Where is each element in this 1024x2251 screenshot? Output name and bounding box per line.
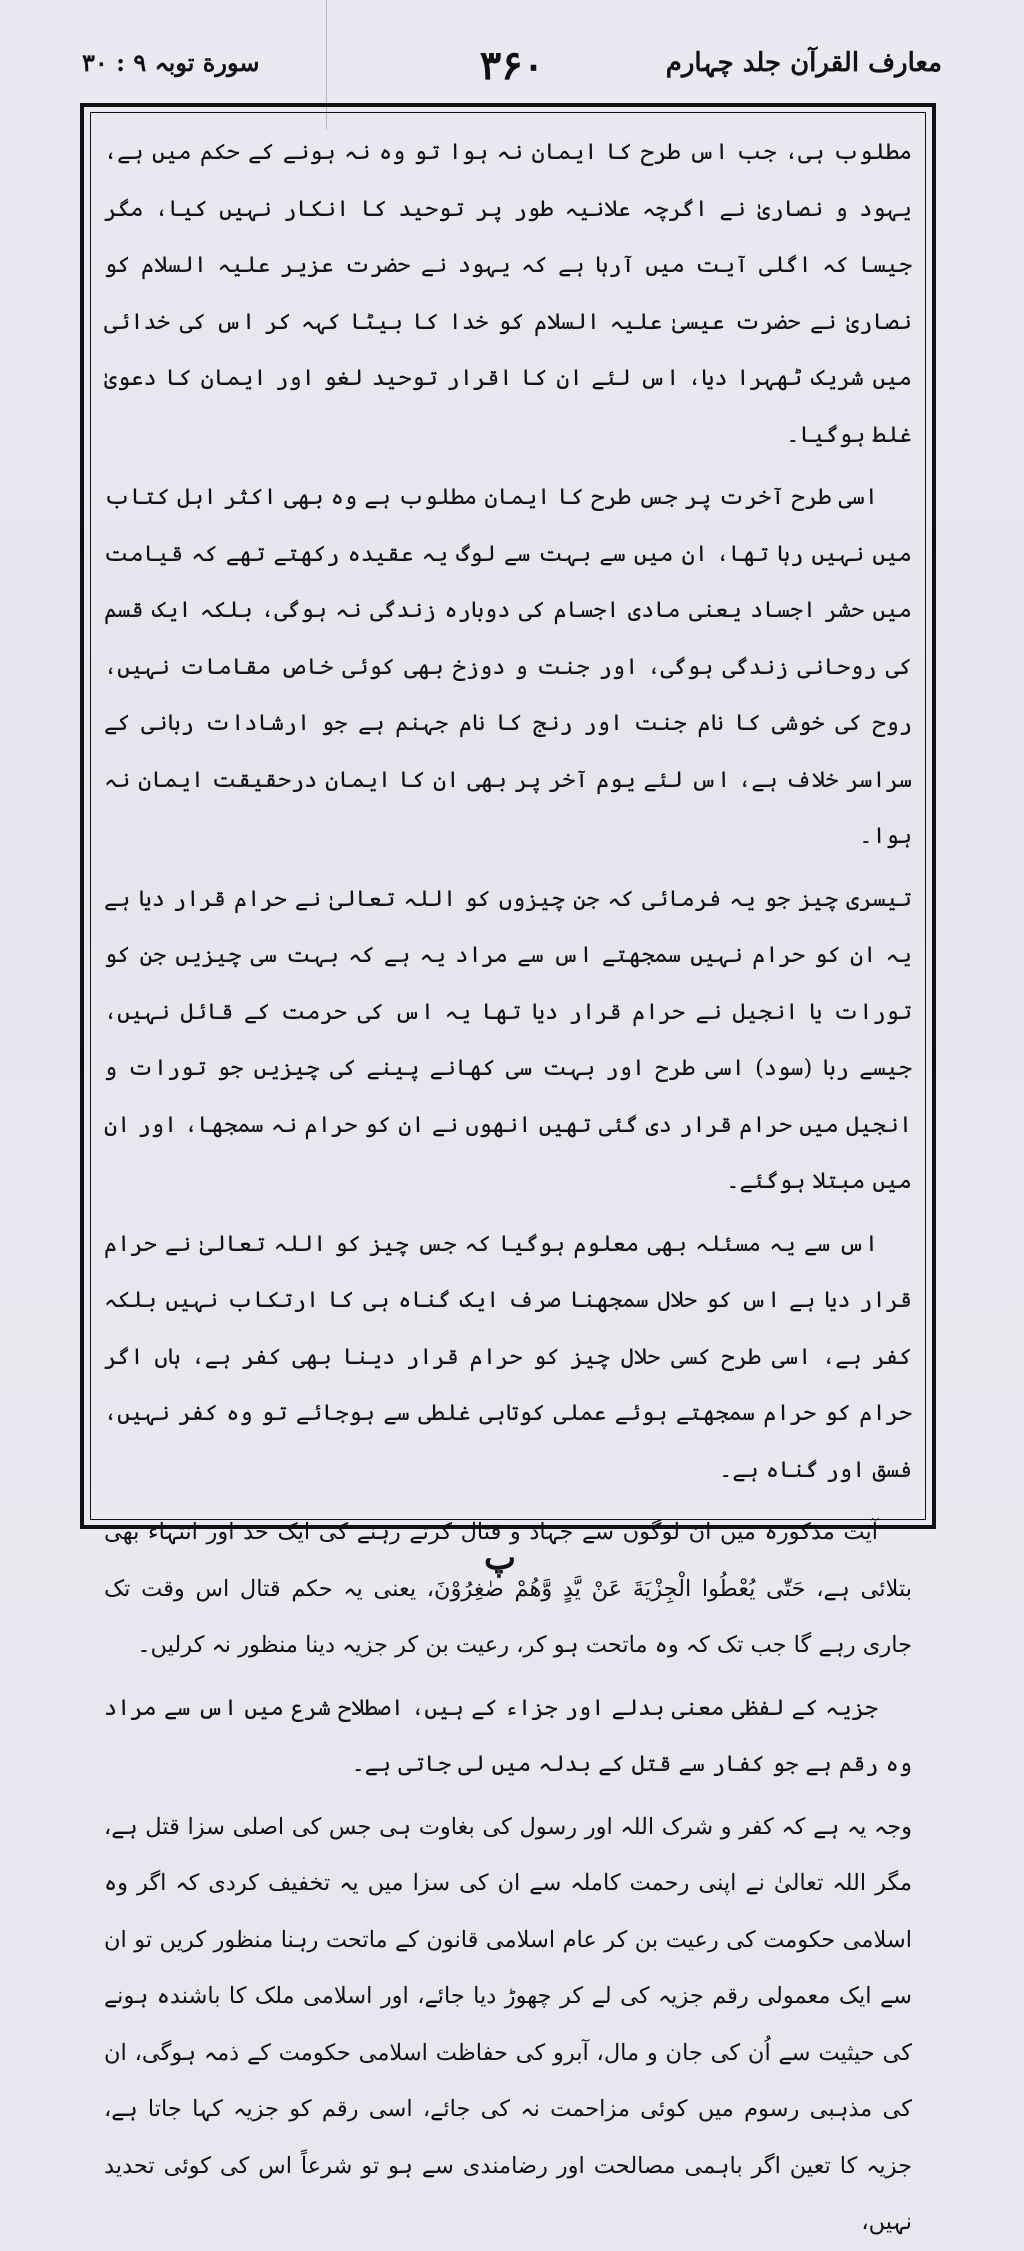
paragraph-7: وجہ یہ ہے کہ کفر و شرک اللہ اور رسول کی بغاوت ہی جس کی اصلی سزا قتل ہے، مگر اللہ تعالیٰ نے اپنی رحمت کاملہ سے ان کی سزا میں یہ تخفیف کردی کہ اگر وہ اسلامی حکومت کی رعیت بن کر عام اسلامی قانون کے ماتحت رہنا منظور کریں تو ان سے ایک معمولی رقم جزیہ کی لے کر چھوڑ دیا جائے، اور اسلامی ملک کا باشندہ ہونے کی حیثیت سے اُن کی جان و مال، آبرو کی حفاظت اسلامی حکومت کے ذمہ ہوگی، ان کی مذہبی رسوم میں کوئی مزاحمت نہ کی جائے، اسی رقم کو جزیہ کہا جاتا ہے، جزیہ کا تعین اگر باہمی مصالحت اور رضامندی سے ہو تو شرعاً اس کی کوئی تحدید نہیں، [104, 1813, 912, 2235]
paragraph-5: آیت مذکورہ میں ان لوگوں سے جہاد و قتال کرتے رہنے کی ایک حد اور انتہاء بھی بتلائی ہے، حَتّٰى يُعْطُوا الْجِزْيَةَ عَنْ يَّدٍ وَّهُمْ صٰغِرُوْنَ، یعنی یہ حکم قتال اس وقت تک جاری رہے گا جب تک کہ وہ ماتحت ہو کر، رعیت بن کر جزیہ دینا منظور نہ کرلیں۔ [104, 1519, 912, 1658]
page-header [82, 42, 942, 92]
paragraph-2: اسی طرح آخرت پر جس طرح کا ایمان مطلوب ہے وہ بھی اکثر اہل کتاب میں نہیں رہا تھا، ان میں سے بہت سے لوگ یہ عقیدہ رکھتے تھے کہ قیامت میں حشر اجساد یعنی مادی اجسام کی دوبارہ زندگی نہ ہوگی، بلکہ ایک قسم کی روحانی زندگی ہوگی، اور جنت و دوزخ بھی کوئی خاص مقامات نہیں، روح کی خوشی کا نام جنت اور رنج کا نام جہنم ہے جو ارشادات ربانی کے سراسر خلاف ہے، اس لئے یوم آخر پر بھی ان کا ایمان درحقیقت ایمان نہ ہوا۔ [104, 484, 912, 849]
book-title: معارف القرآن جلد چہارم [665, 48, 942, 78]
paragraph-3: تیسری چیز جو یہ فرمائی کہ جن چیزوں کو اللہ تعالیٰ نے حرام قرار دیا ہے یہ ان کو حرام نہیں سمجھتے اس سے مراد یہ ہے کہ بہت سی چیزیں جن کو تورات یا انجیل نے حرام قرار دیا تھا یہ اس کی حرمت کے قائل نہیں، جیسے ربا (سود) اسی طرح اور بہت سی کھانے پینے کی چیزیں جو تورات و انجیل میں حرام قرار دی گئی تھیں انھوں نے ان کو حرام نہ سمجھا، اور ان میں مبتلا ہوگئے۔ [104, 885, 912, 1194]
paragraph-6: جزیہ کے لفظی معنی بدلے اور جزاء کے ہیں، اصطلاح شرع میں اس سے مراد وہ رقم ہے جو کفار سے قتل کے بدلہ میں لی جاتی ہے۔ [104, 1694, 912, 1777]
page-number: ۳۶۰ [479, 42, 545, 89]
paragraph-4: اس سے یہ مسئلہ بھی معلوم ہوگیا کہ جس چیز کو اللہ تعالیٰ نے حرام قرار دیا ہے اس کو حلال سمجھنا صرف ایک گناہ ہی کا ارتکاب نہیں بلکہ کفر ہے، اسی طرح کسی حلال چیز کو حرام قرار دینا بھی کفر ہے، ہاں اگر حرام کو حرام سمجھتے ہوئے عملی کوتاہی غلطی سے ہوجائے تو وہ کفر نہیں، فسق اور گناہ ہے۔ [104, 1230, 912, 1483]
page-body-text [104, 124, 912, 2235]
surah-reference: سورة توبہ ۹ : ۳۰ [82, 48, 260, 77]
footer-catchword: پ [483, 1538, 516, 1578]
paragraph-1: مطلوب ہی، جب اس طرح کا ایمان نہ ہوا تو وہ نہ ہونے کے حکم میں ہے، یہود و نصاریٰ نے اگرچہ علانیہ طور پر توحید کا انکار نہیں کیا، مگر جیسا کہ اگلی آیت میں آرہا ہے کہ یہود نے حضرت عزیر علیہ السلام کو نصاریٰ نے حضرت عیسیٰ علیہ السلام کو خدا کا بیٹا کہہ کر اس کی خدائی میں شریک ٹھہرا دیا، اس لئے ان کا اقرار توحید لغو اور ایمان کا دعویٰ غلط ہوگیا۔ [104, 139, 912, 448]
